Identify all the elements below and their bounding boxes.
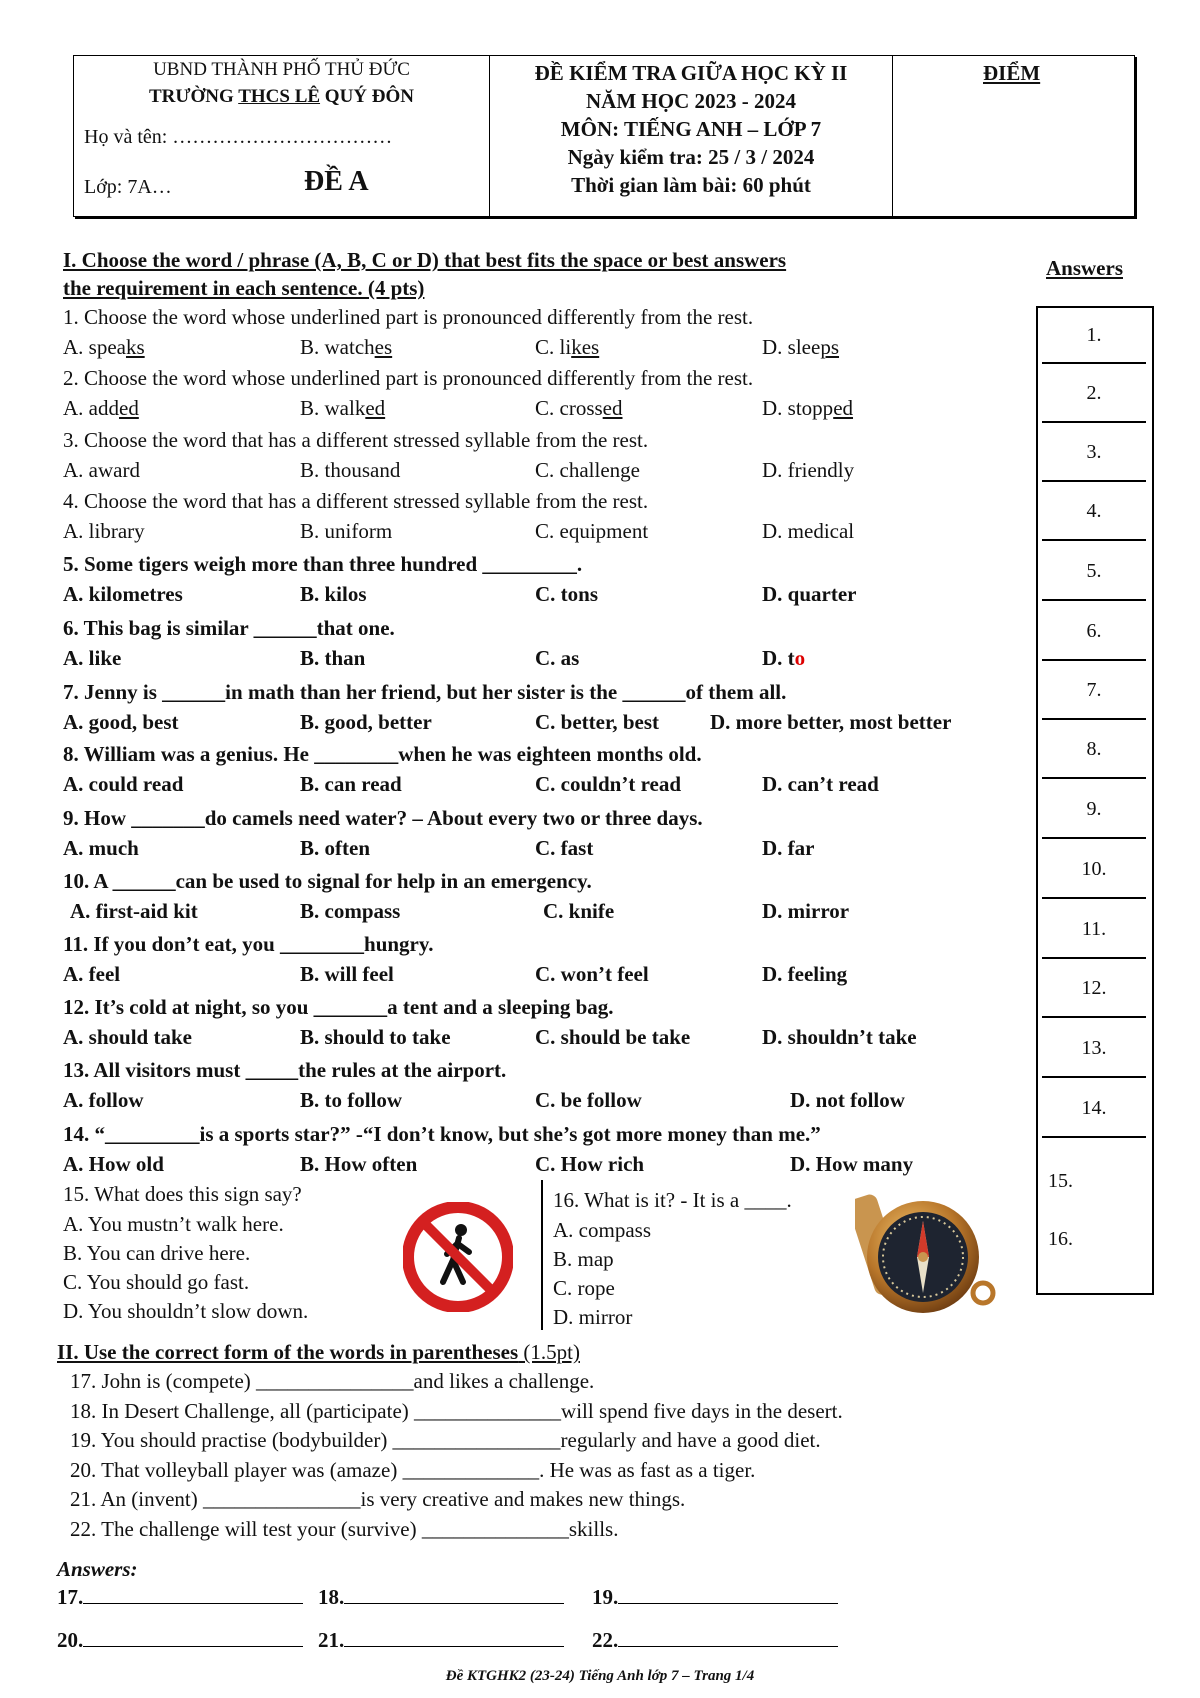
student-name-field[interactable]: Họ và tên: ……………………………: [84, 126, 393, 148]
option-text: A. follow: [63, 1088, 144, 1112]
option-text: B. walk: [300, 396, 366, 420]
answer-line-18[interactable]: [318, 1585, 564, 1610]
answer-slot-label: 16.: [1048, 1228, 1073, 1250]
department-name: UBND THÀNH PHỐ THỦ ĐỨC: [153, 59, 410, 80]
option-text: D. mirror: [762, 899, 850, 923]
answer-line-number: 18.: [318, 1585, 345, 1609]
answer-blank[interactable]: [618, 1603, 838, 1604]
answer-slot-label: 3.: [1086, 441, 1102, 463]
score-label: ĐIỂM: [983, 61, 1041, 85]
question-11-option-a[interactable]: [63, 962, 120, 987]
answer-cell-2[interactable]: [1042, 366, 1146, 423]
answer-blank[interactable]: [83, 1646, 303, 1647]
option-text: B. than: [300, 646, 366, 670]
school-info-cell: [74, 56, 490, 216]
option-text: B. watch: [300, 335, 375, 359]
question-13-option-d[interactable]: [790, 1088, 905, 1113]
question-11-option-d[interactable]: [762, 962, 847, 987]
answer-slot-label: 2.: [1086, 382, 1102, 404]
question-5-option-b[interactable]: [300, 582, 367, 607]
subject: MÔN: TIẾNG ANH – LỚP 7: [560, 117, 822, 141]
question-5-option-d[interactable]: [762, 582, 856, 607]
question-14-option-d[interactable]: [790, 1152, 913, 1177]
option-text: D. medical: [762, 519, 855, 543]
question-10-option-c[interactable]: [543, 899, 614, 924]
answer-cell-13[interactable]: [1042, 1020, 1146, 1078]
question-6-option-b[interactable]: [300, 646, 365, 671]
answer-box: [1036, 306, 1154, 1295]
exam-title: ĐỀ KIỂM TRA GIỮA HỌC KỲ II: [534, 61, 848, 85]
question-9-option-c[interactable]: [535, 836, 593, 861]
answer-blank[interactable]: [344, 1646, 564, 1647]
question-7-option-c[interactable]: [535, 710, 659, 735]
question-3-option-c[interactable]: [535, 458, 640, 483]
option-underlined-part: ed: [119, 396, 139, 420]
option-text: B. can read: [300, 772, 402, 796]
question-3-option-a[interactable]: [63, 458, 140, 483]
question-4-text: 4. Choose the word that has a different stressed syllable from the rest.: [63, 489, 649, 513]
question-4-option-b[interactable]: [300, 519, 392, 544]
answer-slot-label: 14.: [1081, 1097, 1107, 1119]
answer-line-20[interactable]: [57, 1628, 303, 1653]
section1-title-line1: I. Choose the word / phrase (A, B, C or D) that best fits the space or best answers: [63, 248, 787, 272]
option-text: C. should be take: [535, 1025, 691, 1049]
question-11-text: 11. If you don’t eat, you ________hungry.: [63, 932, 434, 956]
no-walking-sign-icon: [403, 1202, 513, 1312]
question-4-option-d[interactable]: [762, 519, 854, 544]
question-5-option-a[interactable]: [63, 582, 183, 607]
answer-cell-12[interactable]: [1042, 961, 1146, 1018]
question-10-option-b[interactable]: [300, 899, 400, 924]
option-text: A. spea: [63, 335, 126, 359]
question-7-option-d[interactable]: [710, 710, 951, 735]
q16-text: 16. What is it? - It is a ____.: [553, 1188, 792, 1212]
option-text: D. not follow: [790, 1088, 905, 1112]
question-11-option-b[interactable]: [300, 962, 394, 987]
option-text: C. equipment: [535, 519, 649, 543]
option-text: D. feeling: [762, 962, 848, 986]
fill-item-19[interactable]: 19. You should practise (bodybuilder) ________________regularly and have a good diet.: [70, 1428, 821, 1452]
option-text: A. award: [63, 458, 140, 482]
question-1-option-d[interactable]: [762, 335, 839, 360]
option-underlined-part: ks: [125, 335, 145, 359]
question-12-option-b[interactable]: [300, 1025, 451, 1050]
option-underlined-part: ed: [833, 396, 854, 420]
question-2-text: 2. Choose the word whose underlined part is pronounced differently from the rest.: [63, 366, 754, 390]
answer-slot-label: 15.: [1048, 1170, 1073, 1192]
answer-line-number: 17.: [57, 1585, 84, 1609]
question-14-option-a[interactable]: [63, 1152, 164, 1177]
option-text: C. tons: [535, 582, 599, 606]
answer-slot-label: 7.: [1086, 679, 1102, 701]
answer-cell-3[interactable]: [1042, 425, 1146, 482]
question-6-option-c[interactable]: [535, 646, 579, 671]
answer-slot-label: 11.: [1081, 918, 1107, 940]
option-text: C. How rich: [535, 1152, 645, 1176]
fill-item-22[interactable]: 22. The challenge will test your (survive) ______________skills.: [70, 1516, 619, 1541]
option-text: A. good, best: [63, 710, 179, 734]
option-underlined-part: es: [374, 335, 393, 359]
exam-duration: Thời gian làm bài: 60 phút: [571, 173, 811, 197]
answer-line-22[interactable]: [592, 1628, 838, 1653]
answer-slot-label: 4.: [1086, 500, 1102, 522]
option-text: C. challenge: [535, 458, 640, 482]
option-text: A. library: [63, 519, 145, 543]
option-text: B. thousand: [300, 458, 401, 482]
answer-slot-label: 9.: [1086, 798, 1102, 820]
answer-cell-14[interactable]: [1042, 1080, 1146, 1138]
option-text: A. add: [63, 396, 119, 420]
option-text: D. can’t read: [762, 772, 879, 796]
option-text: C. be follow: [535, 1088, 642, 1112]
option-text: C. fast: [535, 836, 594, 860]
answer-cell-10[interactable]: [1042, 841, 1146, 899]
option-underlined-part: kes: [571, 335, 600, 359]
school-name: TRƯỜNG THCS LÊ QUÝ ĐÔN: [149, 86, 414, 107]
q16-option-b[interactable]: B. map: [553, 1247, 614, 1271]
question-1-option-b[interactable]: [300, 335, 392, 360]
option-text: D. How many: [790, 1152, 914, 1176]
answer-line-number: 22.: [592, 1628, 619, 1652]
option-text: D. shouldn’t take: [762, 1025, 917, 1049]
question-13-option-c[interactable]: [535, 1088, 642, 1113]
question-11-option-c[interactable]: [535, 962, 649, 987]
section2-title: II. Use the correct form of the words in parentheses (1.5pt): [57, 1340, 580, 1364]
option-text: A. kilometres: [63, 582, 183, 606]
fill-item-21[interactable]: 21. An (invent) _______________is very creative and makes new things.: [70, 1487, 686, 1511]
q16-option-d[interactable]: D. mirror: [553, 1305, 633, 1329]
exam-date: Ngày kiểm tra: 25 / 3 / 2024: [567, 145, 815, 169]
answer-line-17[interactable]: [57, 1585, 303, 1610]
question-9-option-b[interactable]: [300, 836, 370, 861]
option-text: D. more better, most better: [710, 710, 952, 734]
q16-option-a[interactable]: A. compass: [553, 1218, 651, 1242]
question-8-option-a[interactable]: [63, 772, 183, 797]
question-2-option-a[interactable]: [63, 396, 139, 421]
fill-item-17[interactable]: 17. John is (compete) _______________and likes a challenge.: [70, 1369, 595, 1393]
answer-slot-label: 6.: [1086, 620, 1102, 642]
question-1-text: 1. Choose the word whose underlined part is pronounced differently from the rest.: [63, 305, 754, 329]
option-text: C. won’t feel: [535, 962, 649, 986]
option-text: B. will feel: [300, 962, 394, 986]
score-cell[interactable]: [893, 56, 1134, 216]
answer-line-number: 21.: [318, 1628, 345, 1652]
option-text: B. kilos: [300, 582, 367, 606]
option-text: A. How old: [63, 1152, 164, 1176]
question-12-option-a[interactable]: [63, 1025, 192, 1050]
option-text: B. How often: [300, 1152, 418, 1176]
answer-slot-label: 5.: [1086, 560, 1102, 582]
q15-text: 15. What does this sign say?: [63, 1182, 302, 1206]
option-text: D. stopp: [762, 396, 834, 420]
question-9-text: 9. How _______do camels need water? – About every two or three days.: [63, 806, 703, 830]
question-2-option-b[interactable]: [300, 396, 385, 421]
option-text: B. uniform: [300, 519, 393, 543]
exam-version: ĐỀ A: [304, 166, 369, 197]
fill-item-18[interactable]: 18. In Desert Challenge, all (participate) ______________will spend five days in the desert.: [70, 1398, 843, 1423]
question-14-option-c[interactable]: [535, 1152, 644, 1177]
question-5-option-c[interactable]: [535, 582, 598, 607]
question-12-option-d[interactable]: [762, 1025, 917, 1050]
question-8-option-c[interactable]: [535, 772, 681, 797]
answer-line-19[interactable]: [592, 1585, 838, 1610]
answer-slot-label: 12.: [1081, 977, 1107, 999]
option-text: B. to follow: [300, 1088, 403, 1112]
answer-blank[interactable]: [618, 1646, 838, 1647]
answer-cell-4[interactable]: [1042, 484, 1146, 541]
question-2-option-c[interactable]: [535, 396, 623, 421]
answer-line-21[interactable]: [318, 1628, 564, 1653]
question-4-option-a[interactable]: [63, 519, 145, 544]
option-text: D. far: [762, 836, 815, 860]
question-10-option-a[interactable]: [70, 899, 198, 924]
question-8-text: 8. William was a genius. He ________when he was eighteen months old.: [63, 742, 702, 766]
answer-cell-15-16[interactable]: [1042, 1140, 1146, 1290]
question-12-option-c[interactable]: [535, 1025, 690, 1050]
question-9-option-d[interactable]: [762, 836, 814, 861]
question-1-option-c[interactable]: [535, 335, 599, 360]
question-3-text: 3. Choose the word that has a different stressed syllable from the rest.: [63, 428, 649, 452]
page-footer: Đề KTGHK2 (23-24) Tiếng Anh lớp 7 – Trang 1/4: [445, 1668, 755, 1684]
option-text: D. t: [762, 646, 795, 670]
q16-option-c[interactable]: C. rope: [553, 1276, 615, 1300]
question-6-text: 6. This bag is similar ______that one.: [63, 616, 395, 640]
question-1-option-a[interactable]: [63, 335, 145, 360]
option-text: C. li: [535, 335, 572, 359]
option-underlined-part: ed: [365, 396, 386, 420]
question-7-text: 7. Jenny is ______in math than her friend, but her sister is the ______of them all.: [63, 680, 787, 704]
question-13-text: 13. All visitors must _____the rules at the airport.: [63, 1058, 507, 1082]
answer-slot-label: 10.: [1081, 858, 1107, 880]
option-text: A. could read: [63, 772, 184, 796]
option-underlined-part: ed: [602, 396, 623, 420]
exam-info-cell: [490, 56, 893, 216]
answer-cell-11[interactable]: [1042, 901, 1146, 959]
answer-line-number: 20.: [57, 1628, 84, 1652]
question-8-option-b[interactable]: [300, 772, 402, 797]
answer-blank[interactable]: [344, 1603, 564, 1604]
answers-label: Answers:: [57, 1557, 138, 1581]
answer-slot-label: 13.: [1081, 1037, 1107, 1059]
question-3-option-b[interactable]: [300, 458, 400, 483]
option-text: B. compass: [300, 899, 401, 923]
answer-cell-8[interactable]: [1042, 722, 1146, 779]
class-field[interactable]: Lớp: 7A…: [84, 176, 172, 198]
question-10-text: 10. A ______can be used to signal for help in an emergency.: [63, 869, 592, 893]
question-14-text: 14. “_________is a sports star?” -“I don’t know, but she’s got more money than me.”: [63, 1122, 821, 1146]
q15-option-c[interactable]: C. You should go fast.: [63, 1270, 250, 1294]
option-text: D. quarter: [762, 582, 857, 606]
answer-slot-label: 1.: [1086, 324, 1102, 346]
question-4-option-c[interactable]: [535, 519, 648, 544]
question-9-option-a[interactable]: [63, 836, 139, 861]
school-year: NĂM HỌC 2023 - 2024: [586, 89, 796, 113]
option-text: A. should take: [63, 1025, 192, 1049]
option-red-letter: o: [794, 646, 806, 670]
option-text: C. cross: [535, 396, 603, 420]
question-6-option-d[interactable]: [762, 646, 805, 671]
q15-q16-divider: [541, 1180, 543, 1330]
q15-option-d[interactable]: D. You shouldn’t slow down.: [63, 1299, 309, 1323]
option-text: C. knife: [543, 899, 615, 923]
question-13-option-b[interactable]: [300, 1088, 402, 1113]
option-text: B. often: [300, 836, 370, 860]
question-3-option-d[interactable]: [762, 458, 854, 483]
question-2-option-d[interactable]: [762, 396, 853, 421]
answer-blank[interactable]: [83, 1603, 303, 1604]
question-12-text: 12. It’s cold at night, so you _______a tent and a sleeping bag.: [63, 995, 614, 1019]
option-text: B. good, better: [300, 710, 432, 734]
option-text: A. first-aid kit: [70, 899, 198, 923]
answer-cell-7[interactable]: [1042, 663, 1146, 720]
option-text: C. couldn’t read: [535, 772, 682, 796]
answer-slot-label: 8.: [1086, 738, 1102, 760]
answers-title: Answers: [1046, 256, 1123, 280]
question-5-text: 5. Some tigers weigh more than three hundred _________.: [63, 552, 583, 576]
option-text: C. as: [535, 646, 580, 670]
question-14-option-b[interactable]: [300, 1152, 417, 1177]
fill-item-20[interactable]: 20. That volleyball player was (amaze) _____________. He was as fast as a tiger.: [70, 1457, 756, 1482]
question-6-option-a[interactable]: [63, 646, 121, 671]
option-text: A. like: [63, 646, 122, 670]
answer-cell-6[interactable]: [1042, 603, 1146, 661]
section1-title-line2: the requirement in each sentence. (4 pts): [63, 276, 425, 300]
question-10-option-d[interactable]: [762, 899, 849, 924]
option-text: D. friendly: [762, 458, 855, 482]
question-8-option-d[interactable]: [762, 772, 879, 797]
answer-cell-9[interactable]: [1042, 781, 1146, 839]
option-text: A. much: [63, 836, 139, 860]
answer-cell-5[interactable]: [1042, 543, 1146, 601]
option-underlined-part: ps: [820, 335, 840, 359]
answer-cell-1[interactable]: [1042, 308, 1146, 364]
option-text: C. better, best: [535, 710, 660, 734]
q15-option-b[interactable]: B. You can drive here.: [63, 1241, 251, 1265]
exam-header: [73, 55, 1135, 217]
option-text: B. should to take: [300, 1025, 451, 1049]
compass-icon: [855, 1185, 1000, 1325]
question-7-option-b[interactable]: [300, 710, 432, 735]
answer-line-number: 19.: [592, 1585, 619, 1609]
q15-option-a[interactable]: A. You mustn’t walk here.: [63, 1212, 284, 1236]
option-text: A. feel: [63, 962, 121, 986]
option-text: D. slee: [762, 335, 821, 359]
question-7-option-a[interactable]: [63, 710, 179, 735]
question-13-option-a[interactable]: [63, 1088, 144, 1113]
